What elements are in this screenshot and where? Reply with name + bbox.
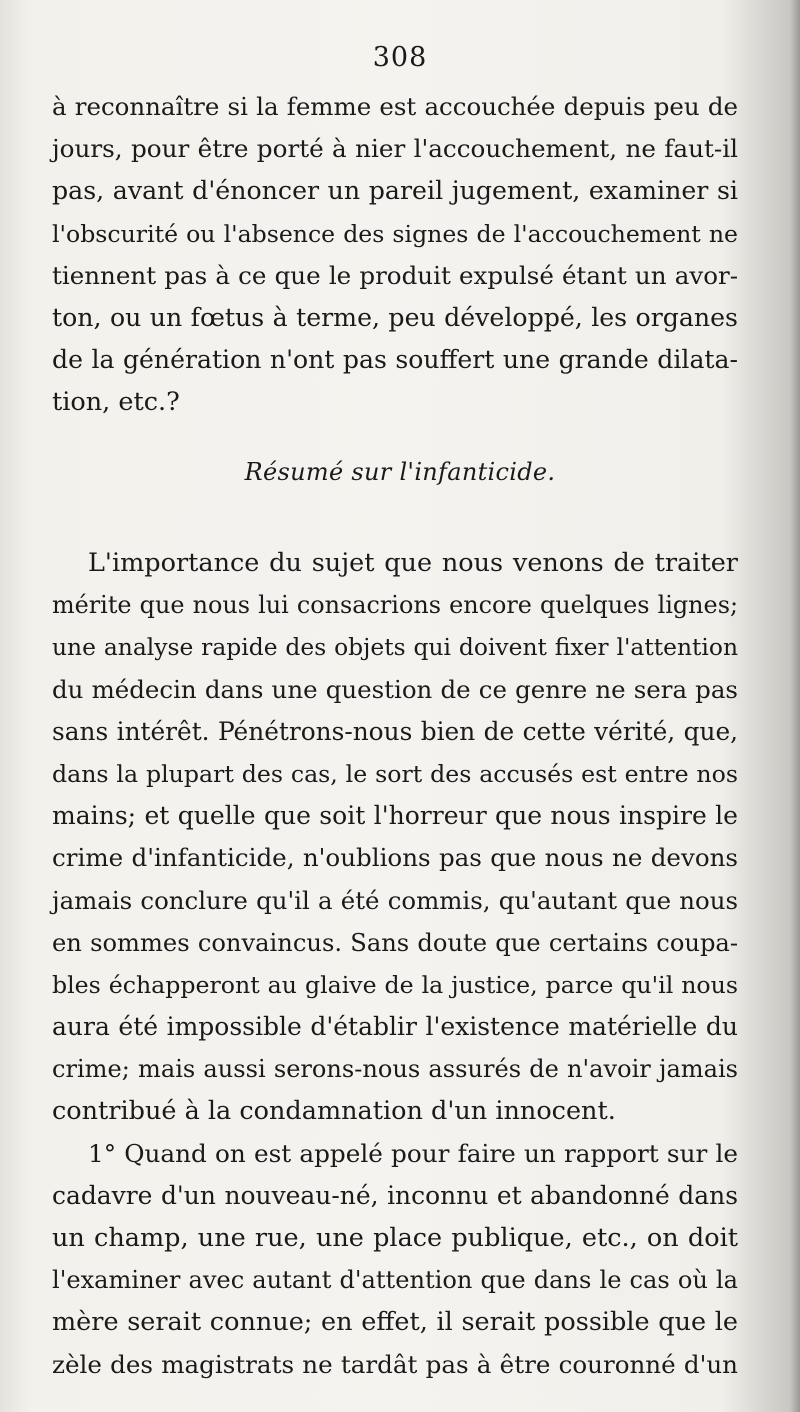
text-line: sans intérêt. Pénétrons-nous bien de cette vérité, que, [52,716,738,746]
text-line: un champ, une rue, une place publique, etc., on doit [52,1223,738,1253]
text-line: l'obscurité ou l'absence des signes de l'accouchement ne [52,219,738,248]
text-line: pas, avant d'énoncer un pareil jugement, examiner si [52,176,738,206]
text-line: contribué à la condamnation d'un innocent. [52,1096,616,1127]
text-line: L'importance du sujet que nous venons de traiter [88,548,738,578]
text-line: dans la plupart des cas, le sort des accusés est entre nos [52,759,738,788]
text-line: zèle des magistrats ne tardât pas à être couronné d'un [52,1349,738,1379]
text-line: du médecin dans une question de ce genre ne sera pas [52,674,738,704]
page-number: 308 [372,42,428,73]
text-line: tiennent pas à ce que le produit expulsé étant un avor- [52,260,738,290]
text-line: tion, etc.? [52,387,180,418]
text-line: mains; et quelle que soit l'horreur que nous inspire le [52,801,738,831]
text-line: à reconnaître si la femme est accouchée depuis peu de [52,92,738,121]
text-line: crime d'infanticide, n'oublions pas que nous ne devons [52,843,738,873]
text-line: de la génération n'ont pas souffert une grande dilata- [52,345,738,375]
text-line: en sommes convaincus. Sans doute que certains coupa- [52,928,738,957]
text-line: l'examiner avec autant d'attention que dans le cas où la [52,1266,738,1295]
body-text [52,542,738,1386]
text-line: mérite que nous lui consacrions encore quelques lignes; [52,591,738,620]
text-line: bles échapperont au glaive de la justice, parce qu'il nous [52,970,738,999]
text-line: jamais conclure qu'il a été commis, qu'autant que nous [52,885,738,915]
text-line: 1° Quand on est appelé pour faire un rapport sur le [88,1138,738,1168]
text-line: ton, ou un fœtus à terme, peu développé, les organes [52,302,738,332]
section-heading: Résumé sur l'infanticide. [244,458,556,486]
text-line: cadavre d'un nouveau-né, inconnu et abandonné dans [52,1180,738,1210]
text-line: jours, pour être porté à nier l'accouchement, ne faut-il [52,134,738,164]
paragraph-continued [52,86,738,424]
text-line: mère serait connue; en effet, il serait possible que le [52,1307,738,1338]
text-line: une analyse rapide des objets qui doivent fixer l'attention [52,633,738,662]
text-line: crime; mais aussi serons-nous assurés de n'avoir jamais [52,1055,738,1084]
text-line: aura été impossible d'établir l'existence matérielle du [52,1012,738,1042]
